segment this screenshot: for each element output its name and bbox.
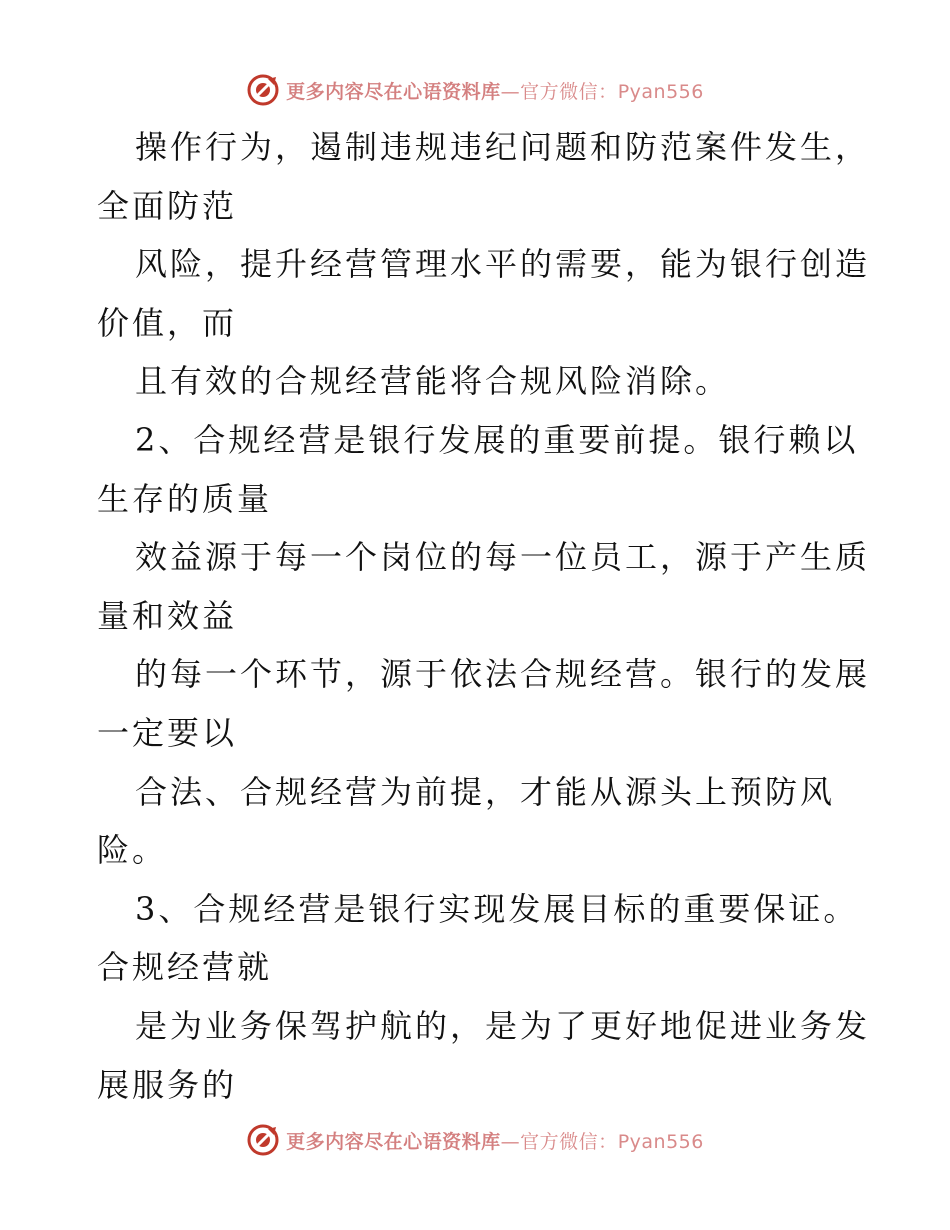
brand-logo-icon	[246, 73, 280, 107]
text-line: 全面防范	[97, 186, 238, 225]
text-line: 2、合规经营是银行发展的重要前提。银行赖以	[135, 420, 859, 459]
text-line: 是为业务保驾护航的，是为了更好地促进业务发	[135, 1006, 871, 1045]
document-body	[97, 118, 877, 1114]
text-line: 的每一个环节，源于依法合规经营。银行的发展	[135, 655, 871, 694]
banner-brand-text: 更多内容尽在心语资料库	[286, 80, 501, 103]
text-line: 效益源于每一个岗位的每一位员工，源于产生质	[135, 538, 871, 577]
banner-wechat-label: 官方微信：	[520, 80, 618, 103]
header-banner	[0, 70, 950, 110]
text-line: 操作行为，遏制违规违纪问题和防范案件发生，	[135, 128, 871, 166]
text-line: 展服务的	[97, 1065, 238, 1104]
banner-wechat-id: Pyan556	[617, 80, 704, 103]
banner-dash: —	[500, 1130, 521, 1153]
text-line: 量和效益	[97, 596, 238, 635]
banner-wechat-label: 官方微信：	[520, 1130, 618, 1153]
text-line: 风险，提升经营管理水平的需要，能为银行创造	[135, 245, 871, 284]
text-line: 价值，而	[97, 303, 238, 342]
banner-text	[286, 77, 704, 104]
banner-wechat-id: Pyan556	[617, 1130, 704, 1153]
banner-dash: —	[500, 80, 521, 103]
banner-text	[286, 1127, 704, 1154]
text-line: 一定要以	[97, 713, 238, 752]
banner-brand-text: 更多内容尽在心语资料库	[286, 1130, 501, 1153]
text-line: 3、合规经营是银行实现发展目标的重要保证。	[135, 889, 859, 928]
text-line: 合规经营就	[97, 948, 273, 987]
text-line: 合法、合规经营为前提，才能从源头上预防风	[135, 772, 836, 811]
text-line: 生存的质量	[97, 479, 273, 518]
footer-banner	[0, 1120, 950, 1160]
text-line: 险。	[97, 831, 168, 870]
text-line: 且有效的合规经营能将合规风险消除。	[135, 362, 731, 401]
brand-logo-icon	[246, 1123, 280, 1157]
